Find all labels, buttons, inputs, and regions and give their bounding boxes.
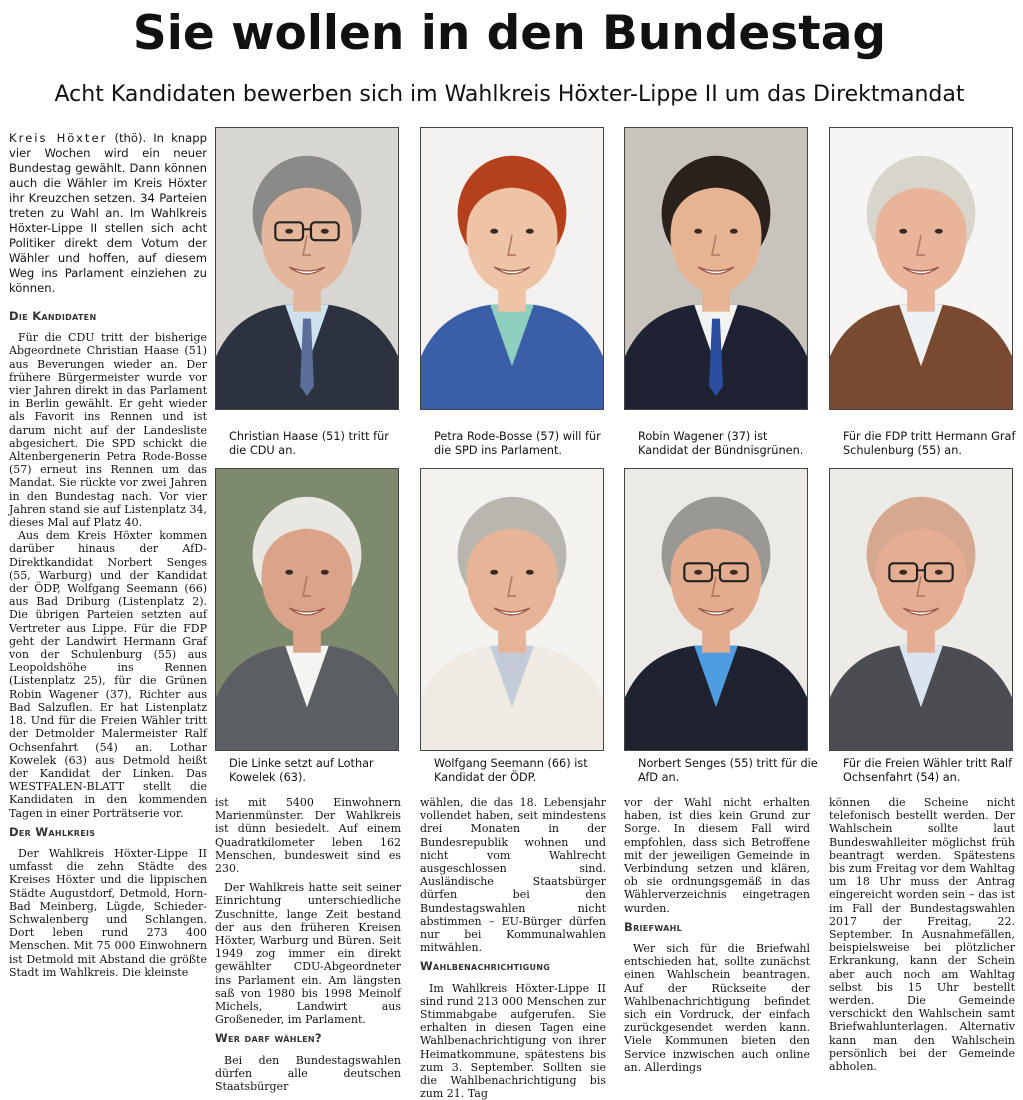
candidate-photo [215,127,399,410]
article-column-1 [9,131,207,1067]
candidate-photo [829,468,1013,751]
paragraph: Für die CDU tritt der bisherige Abgeordnete Christian Haase (51) aus Beverungen wieder an. Der frühere Bürgermeister wurde vor vier Jahren direkt in das Parlament in Berlin gewählt. Er geht wieder als Favorit ins Rennen und ist darum nicht auf der Landesliste abgesichert. Die SPD schickt die Altenbergenerin Petra Rode-Bosse (57) erneut ins Rennen um das Mandat. Sie rückte vor zwei Jahren in den Bundestag nach. Vor vier Jahren stand sie auf Listenplatz 34, dieses Mal auf Platz 40. [9,331,207,530]
paragraph: vor der Wahl nicht erhalten haben, ist dies kein Grund zur Sorge. In diesem Fall wird empfohlen, dass sich Betroffene mit der jeweiligen Gemeinde in Verbindung setzen und klären, ob sie ordnungsgemäß in das Wählerverzeichnis eingetragen wurden. [624,796,810,915]
dateline: Kreis Höxter [9,131,108,145]
photo-caption: Die Linke setzt auf Lothar Kowelek (63). [229,757,374,784]
paragraph: wählen, die das 18. Lebensjahr vollendet haben, seit mindestens drei Monaten in der Bundesrepublik wohnen und nicht vom Wahlrecht ausgeschlossen sind. Ausländische Staatsbürger dürfen bei den Bundestagswahlen nicht abstimmen – EU-Bürger dürfen nur bei Kommunalwahlen mitwählen. [420,796,606,955]
section-heading-waehlen: Wer darf wählen? [215,1031,322,1046]
paragraph: Wer sich für die Briefwahl entschieden hat, sollte zunächst einen Wahlschein beantragen. Auf der Rückseite der Wahlbenachrichtigung befindet sich ein Vordruck, der einfach zurückgesendet werden kann. Viele Kommunen bieten den Service inzwischen auch online an. Allerdings [624,942,810,1074]
paragraph: Der Wahlkreis Höxter-Lippe II umfasst die zehn Städte des Kreises Höxter und die lippischen Städte Augustdorf, Detmold, Horn-Bad Meinberg, Lügde, Schieder-Schwalenberg und Schlangen. Dort leben rund 273 400 Menschen. Mit 75 000 Einwohnern ist Detmold mit Abstand die größte Stadt im Wahlkreis. Die kleinste [9,846,207,979]
candidate-photo [624,127,808,410]
photo-caption: Norbert Senges (55) tritt für die AfD an. [638,757,818,784]
paragraph: Aus dem Kreis Höxter kommen darüber hinaus der AfD-Direktkandidat Norbert Senges (55, Warburg) und der Kandidat der ÖDP, Wolfgang Seemann (66) aus Bad Driburg (Listenplatz 2). Die übrigen Parteien setzten auf Vertreter aus Lippe. Für die FDP geht der Landwirt Hermann Graf von der Schulenburg (55) aus Leopoldshöhe ins Rennen (Listenplatz 25), für die Grünen Robin Wagener (37), Richter aus Bad Salzuflen. Er hat Listenplatz 18. Und für die Freien Wähler tritt der Detmolder Malermeister Ralf Ochsenfahrt (54) an. Lothar Kowelek (63) aus Detmold heißt der Kandidat der Linken. Das WESTFALEN-BLATT stellt die Kandidaten in den kommenden Tagen in einer Porträtserie vor. [9,529,207,820]
section-heading-wahlkreis: Der Wahlkreis [9,824,96,839]
paragraph: Der Wahlkreis hatte seit seiner Einrichtung unterschiedliche Zuschnitte, lange Zeit bestand der aus den früheren Kreisen Höxter, Warburg und Büren. Seit 1949 zog immer ein direkt gewählter CDU-Abgeordneter ins Parlament ein. Am längsten saß von 1980 bis 1998 Meinolf Michels, Landwirt aus Großeneder, im Parlament. [215,881,401,1027]
paragraph: Im Wahlkreis Höxter-Lippe II sind rund 213 000 Menschen zur Stimmabgabe aufgerufen. Sie erhalten in diesen Tagen eine Wahlbenachrichtigung von ihrer Heimatkommune, spätestens bis zum 3. September. Sollten sie die Wahlbenachrichtigung bis zum 21. Tag [420,981,606,1100]
candidate-photo [215,468,399,751]
section-heading-kandidaten: Die Kandidaten [9,309,97,323]
section-heading-benachrichtigung: Wahlbenachrichtigung [420,959,551,974]
lead-text: (thö). In knapp vier Wochen wird ein neuer Bundestag gewählt. Dann können auch die Wähler im Kreis Höxter ihr Kreuzchen setzen. 34 Parteien treten zu Wahl an. Im Wahlkreis Höxter-Lippe II stellen sich acht Politiker direkt dem Votum der Wähler und hoffen, auf diesem Weg ins Parlament einziehen zu können. [9,131,207,295]
subline: Acht Kandidaten bewerben sich im Wahlkreis Höxter-Lippe II um das Direktmandat [54,82,965,107]
lead-paragraph [9,131,207,296]
article-column-4 [624,796,810,1074]
photo-caption: Christian Haase (51) tritt für die CDU an. [229,430,389,457]
photo-caption: Wolfgang Seemann (66) ist Kandidat der ÖDP. [434,757,588,784]
paragraph: können die Scheine nicht telefonisch bestellt werden. Der Wahlschein sollte laut Bundeswahlleiter möglichst früh beantragt werden. Spätestens bis zum Freitag vor dem Wahltag um 18 Uhr muss der Antrag eingereicht worden sein – das ist im Fall der Bundestagswahlen 2017 der Freitag, 22. September. In Ausnahmefällen, beispielsweise bei plötzlicher Erkrankung, kann der Schein aber auch noch am Wahltag selbst bis 15 Uhr bestellt werden. Die Gemeinde verschickt den Wahlschein samt Briefwahlunterlagen. Alternativ kann man den Wahlschein persönlich bei der Gemeinde abholen. [829,796,1015,1074]
photo-caption: Robin Wagener (37) ist Kandidat der Bündnisgrünen. [638,430,804,457]
photo-caption: Für die Freien Wähler tritt Ralf Ochsenfahrt (54) an. [843,757,1013,784]
photo-caption: Für die FDP tritt Hermann Graf Schulenburg (55) an. [843,430,1016,457]
candidate-photo [624,468,808,751]
headline: Sie wollen in den Bundestag [132,6,887,61]
photo-caption: Petra Rode-Bosse (57) will für die SPD ins Parlament. [434,430,601,457]
article-column-5 [829,796,1015,1074]
article-column-2 [215,796,401,1094]
paragraph: ist mit 5400 Einwohnern Marienmünster. Der Wahlkreis ist dünn besiedelt. Auf einem Quadratkilometer leben 162 Menschen, bundesweit sind es 230. [215,796,401,876]
paragraph: Bei den Bundestagswahlen dürfen alle deutschen Staatsbürger [215,1053,401,1094]
section-heading-briefwahl: Briefwahl [624,919,682,934]
candidate-photo [829,127,1013,410]
article-column-3 [420,796,606,1100]
candidate-photo [420,468,604,751]
candidate-photo [420,127,604,410]
